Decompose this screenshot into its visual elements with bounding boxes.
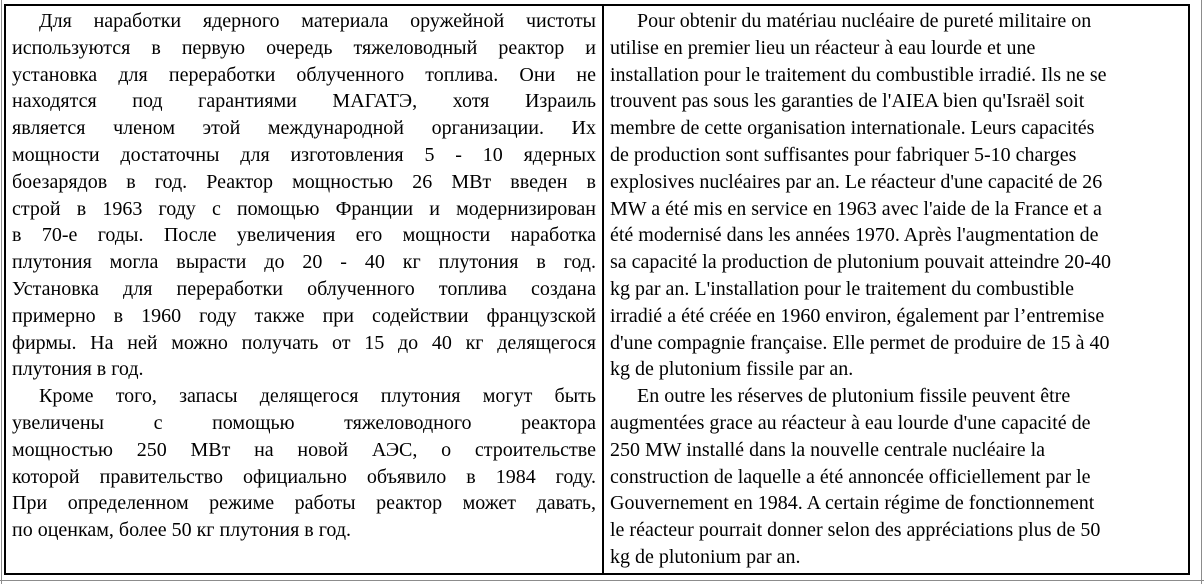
french-text-cell — [604, 6, 1188, 573]
text-line: мощностью 250 МВт на новой АЭС, о строительстве — [12, 438, 596, 461]
text-line: в 70-е годы. После увеличения его мощности наработка — [12, 224, 596, 247]
text-line: плутония могла вырасти до 20 - 40 кг плутония в год. — [12, 251, 596, 274]
text-line: le réacteur pourrait donner selon des appréciations plus de 50 — [610, 519, 1101, 542]
text-line: trouvent pas sous les garanties de l'AIEA bien qu'Israël soit — [610, 90, 1085, 113]
text-line: sa capacité la production de plutonium pouvait atteindre 20-40 — [610, 251, 1111, 274]
outer-table-border-left — [1, 0, 2, 584]
outer-table-border-bottom — [0, 580, 1204, 581]
text-line: боезарядов в год. Реактор мощностью 26 МВт введен в — [12, 170, 596, 193]
text-line: été modernisé dans les années 1970. Après l'augmentation de — [610, 224, 1099, 247]
text-line: utilise en premier lieu un réacteur à eau lourde et une — [610, 36, 1036, 59]
text-line: Gouvernement en 1984. A certain régime de fonctionnement — [610, 492, 1095, 515]
text-line: de production sont suffisantes pour fabriquer 5-10 charges — [610, 143, 1077, 166]
text-line: Pour obtenir du matériau nucléaire de pureté militaire on — [637, 10, 1092, 32]
text-line: является членом этой международной организации. Их — [12, 117, 596, 140]
text-line: kg par an. L'installation pour le traitement du combustible — [610, 277, 1075, 300]
text-line: Кроме того, запасы делящегося плутония могут быть — [39, 385, 596, 408]
text-line: которой правительство официально объявило в 1984 году. — [12, 465, 596, 488]
text-line: установка для переработки облученного топлива. Они не — [12, 63, 596, 86]
text-line: augmentées grace au réacteur à eau lourde d'une capacité de — [610, 411, 1091, 434]
text-line: плутония в год. — [12, 358, 144, 381]
text-line: membre de cette organisation internationale. Leurs capacités — [610, 117, 1095, 140]
text-line: kg de plutonium par an. — [610, 545, 801, 568]
text-line: При определенном режиме работы реактор может давать, — [12, 492, 596, 515]
text-line: irradié a été créée en 1960 environ, également par l’entremise — [610, 304, 1105, 327]
text-line: Установка для переработки облученного топлива создана — [12, 277, 596, 300]
paragraph — [610, 8, 1184, 383]
text-line: находятся под гарантиями МАГАТЭ, хотя Израиль — [12, 90, 596, 113]
paragraph — [12, 383, 596, 544]
text-line: фирмы. На ней можно получать от 15 до 40 кг делящегося — [12, 331, 596, 354]
text-line: construction de laquelle a été annoncée officiellement par le — [610, 465, 1091, 488]
text-line: MW a été mis en service en 1963 avec l'aide de la France et a — [610, 197, 1102, 220]
text-line: installation pour le traitement du combustible irradié. Ils ne se — [610, 63, 1107, 86]
text-line: Для наработки ядерного материала оружейной чистоты — [39, 10, 596, 32]
text-line: En outre les réserves de plutonium fissile peuvent être — [637, 385, 1071, 408]
text-line: примерно в 1960 году также при содействии французской — [12, 304, 596, 327]
text-line: explosives nucléaires par an. Le réacteur d'une capacité de 26 — [610, 170, 1103, 193]
text-line: d'une compagnie française. Elle permet de produire de 15 à 40 — [610, 331, 1110, 354]
text-line: мощности достаточны для изготовления 5 - 10 ядерных — [12, 143, 596, 166]
paragraph — [610, 383, 1184, 571]
text-line: используются в первую очередь тяжеловодный реактор и — [12, 36, 596, 59]
russian-text-cell — [6, 6, 604, 573]
text-line: увеличены с помощью тяжеловодного реактора — [12, 411, 596, 434]
text-line: по оценкам, более 50 кг плутония в год. — [12, 519, 352, 542]
paragraph — [12, 8, 596, 383]
text-line: 250 MW installé dans la nouvelle centrale nucléaire la — [610, 438, 1046, 461]
text-line: kg de plutonium fissile par an. — [610, 358, 854, 381]
outer-table-border-right — [1201, 0, 1202, 584]
text-line: строй в 1963 году с помощью Франции и модернизирован — [12, 197, 596, 220]
bilingual-table-row — [4, 4, 1190, 575]
